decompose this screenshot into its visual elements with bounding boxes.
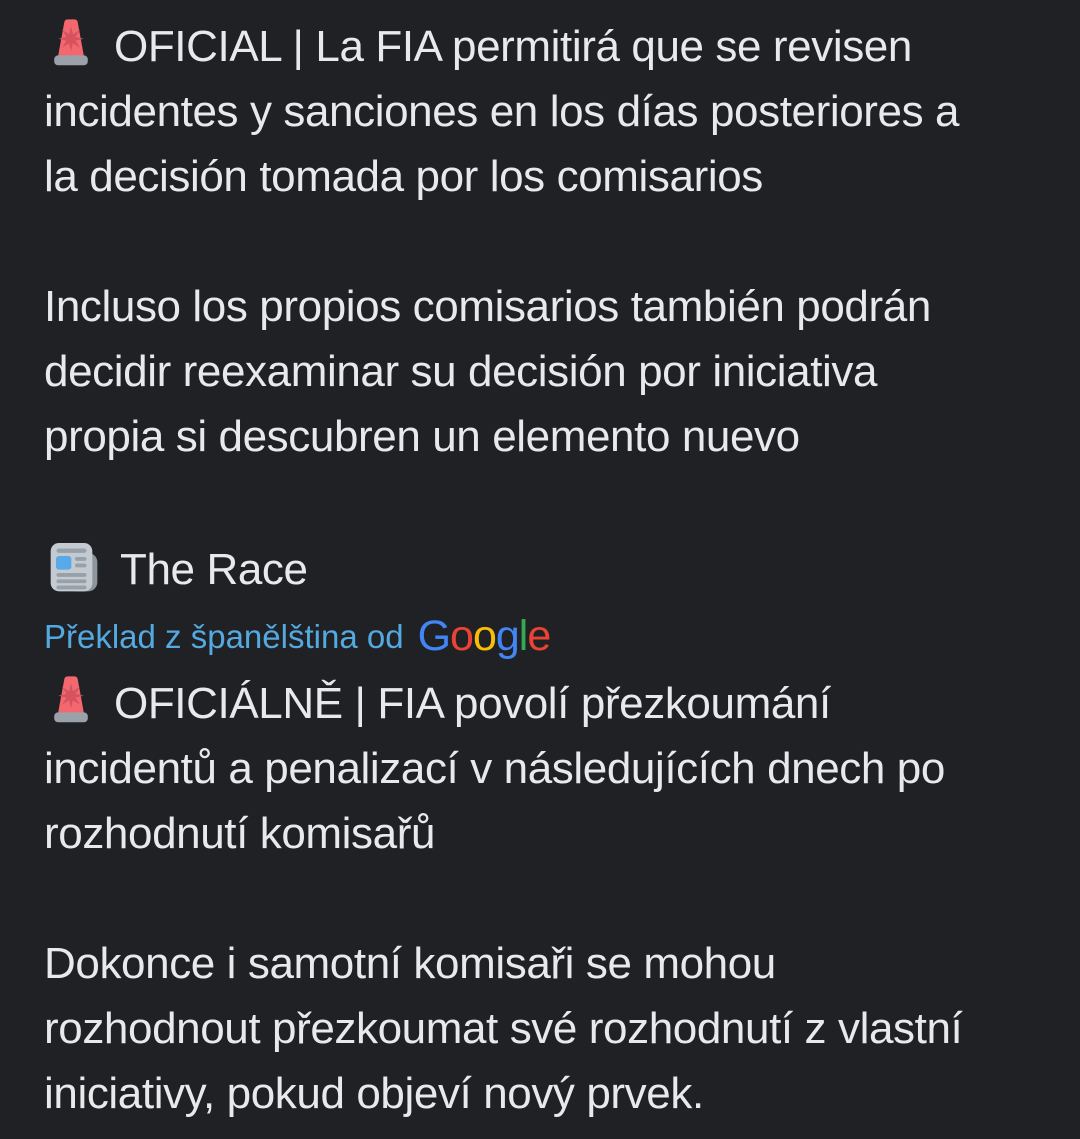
google-logo-letter: G (417, 612, 451, 660)
tweet-text: OFICIÁLNĚ | FIA povolí přezkoumání (114, 679, 831, 728)
rotating-light-icon (44, 674, 98, 728)
translated-paragraph-1 (44, 671, 1036, 866)
text-line: incidentes y sanciones en los días posteriores a (44, 87, 960, 136)
google-logo-letter: o (472, 612, 496, 660)
translation-attribution (44, 612, 1036, 661)
tweet-text: OFICIAL | La FIA permitirá que se revisen (114, 22, 912, 71)
google-logo-letter: g (495, 612, 519, 660)
newspaper-icon (44, 538, 104, 598)
source-name: The Race (120, 545, 308, 594)
text-line: rozhodnout přezkoumat své rozhodnutí z vlastní (44, 1004, 963, 1053)
text-line (44, 671, 1036, 736)
text-line: Incluso los propios comisarios también podrán (44, 282, 931, 331)
google-logo-letter: e (527, 612, 551, 660)
translated-paragraph-2 (44, 931, 1036, 1126)
google-logo-letter: o (450, 612, 473, 660)
translated-from-link[interactable]: Překlad z španělština od (44, 618, 404, 655)
original-paragraph-1 (44, 14, 1036, 209)
text-line: iniciativy, pokud objeví nový prvek. (44, 1069, 704, 1118)
text-line: la decisión tomada por los comisarios (44, 152, 763, 201)
google-logo (418, 612, 551, 660)
text-line: Dokonce i samotní komisaři se mohou (44, 939, 776, 988)
text-line: propia si descubren un elemento nuevo (44, 412, 800, 461)
text-line: decidir reexaminar su decisión por iniciativa (44, 347, 878, 396)
text-line: incidentů a penalizací v následujících dnech po (44, 744, 945, 793)
original-paragraph-2 (44, 274, 1036, 469)
google-logo-letter: l (518, 612, 528, 660)
rotating-light-icon (44, 17, 98, 71)
text-line: rozhodnutí komisařů (44, 809, 436, 858)
source-line (44, 534, 1036, 606)
text-line (44, 14, 1036, 79)
